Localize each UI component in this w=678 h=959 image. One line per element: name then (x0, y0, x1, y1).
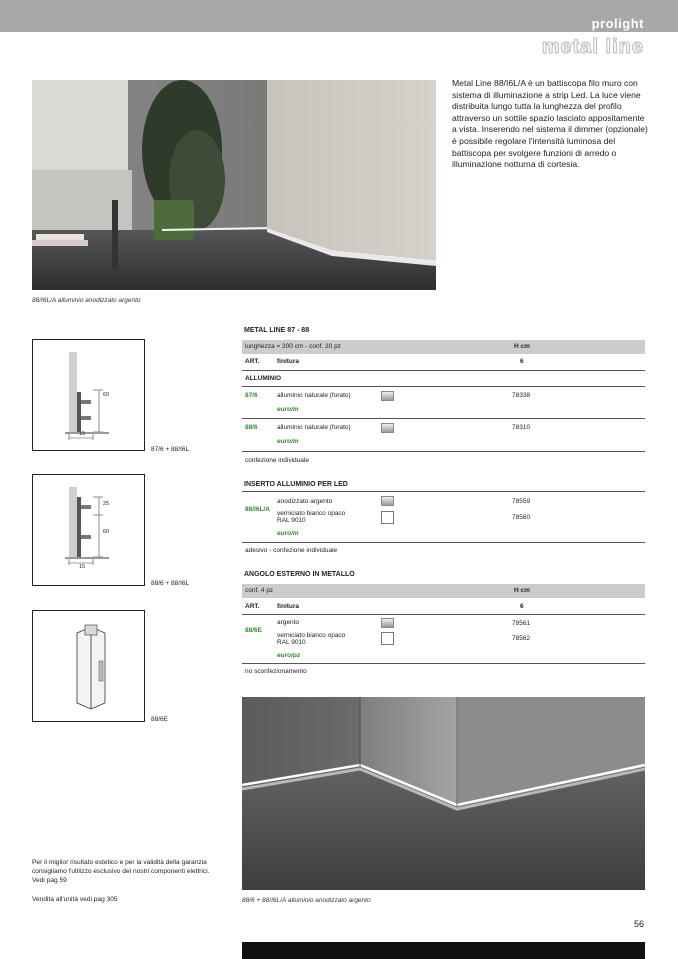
room-photo-illustration (32, 80, 436, 290)
spec-text-3: conf. 4 pz (245, 587, 274, 594)
silver-swatch (381, 391, 394, 401)
diagram-label-1: 87/6 + 88/I6L (151, 446, 190, 453)
room-photo (32, 80, 436, 290)
unit-88-6: euro/m (277, 438, 299, 445)
ref-78559: 78559 (512, 498, 531, 505)
finish-verniciato: verniciato bianco opaco (277, 510, 346, 517)
warranty-note-1: Per il miglior risultato estetico e per la validità della garanzia (32, 859, 207, 866)
packaging-note-2: adesivo - confezione individuale (245, 547, 338, 554)
unit-angolo: euro/pz (277, 652, 301, 659)
ref-78561: 78561 (512, 620, 531, 627)
art-label-1: ART. (245, 358, 260, 365)
divider (242, 386, 645, 387)
corner-photo-illustration (242, 697, 645, 890)
silver-swatch (381, 423, 394, 433)
divider (242, 418, 645, 419)
corner-drawing (33, 611, 144, 721)
spec-row-1 (242, 340, 645, 354)
finitura-label-3: finitura (277, 603, 300, 610)
photo-caption-top: 88/I6L/A alluminio anodizzato argento (32, 297, 141, 304)
sales-note: Vendita all'unità vedi pag 305 (32, 896, 118, 903)
footer-bar (242, 942, 645, 959)
dim-depth-1: 15 (79, 431, 86, 437)
brand-name: prolight (591, 16, 644, 31)
h-header-1: H cm (514, 343, 530, 350)
white-swatch (381, 632, 394, 645)
product-code-88-i6l-a: 88/I6L/A (245, 506, 270, 513)
diagram-label-2: 88/6 + 88/I6L (151, 580, 190, 587)
divider (242, 451, 645, 452)
silver-swatch (381, 618, 394, 628)
profile-drawing-1 (33, 340, 144, 450)
section-title-metal-line: METAL LINE 87 - 88 (244, 327, 310, 334)
divider (242, 542, 645, 543)
unit-87-6: euro/m (277, 406, 299, 413)
header-bar (0, 0, 678, 32)
section-title-inserto: INSERTO ALLUMINIO PER LED (244, 481, 348, 488)
dim-height-2: 60 (103, 529, 110, 535)
finitura-label-1: finitura (277, 358, 300, 365)
page-number: 56 (633, 919, 644, 929)
ref-88-6: 78310 (512, 424, 531, 431)
product-code-88-6e: 88/6E (245, 627, 262, 634)
divider (242, 370, 645, 371)
unit-inserto: euro/m (277, 530, 299, 537)
divider (242, 663, 645, 664)
finish-verniciato-3: verniciato bianco opaco (277, 632, 346, 639)
ref-78562: 78562 (512, 635, 531, 642)
warranty-note-2: consigliamo l'utilizzo esclusivo dei nostri componenti elettrici. (32, 868, 210, 875)
profile-drawing-2 (33, 475, 144, 585)
h-header-3: H cm (514, 587, 530, 594)
product-description: Metal Line 88/I6L/A è un battiscopa filo muro con sistema di illuminazione a strip Led. La luce viene distribuita lungo tutta la lunghezza del profilo attraverso un sottile spazio lasciato appositamente a vista. Inserendo nel sistema il dimmer (opzionale) è possibile regolare l'intensità luminosa del battiscopa per svolgere funzioni di arredo o illuminazione notturna di cortesia. (452, 78, 648, 170)
corner-photo (242, 697, 645, 890)
finish-argento: argento (277, 619, 300, 626)
packaging-note-1: confezione individuale (245, 457, 309, 464)
product-code-87-6: 87/6 (245, 392, 258, 399)
photo-caption-bottom: 88/6 + 88/I6L/A alluminio anodizzato argento (242, 897, 371, 904)
dim-height-1: 60 (103, 392, 110, 398)
section-title-angolo: ANGOLO ESTERNO IN METALLO (244, 571, 355, 578)
ref-78560: 78560 (512, 514, 531, 521)
art-label-3: ART. (245, 603, 260, 610)
diagram-label-3: 88/6E (151, 716, 168, 723)
profile-diagram-1 (32, 339, 145, 451)
profile-diagram-2 (32, 474, 145, 586)
corner-diagram (32, 610, 145, 722)
finish-87-6: alluminio naturale (forato) (277, 392, 351, 399)
packaging-note-3: no sconfezionamento (245, 668, 307, 675)
warranty-note-3: Vedi pag 59 (32, 877, 67, 884)
ref-87-6: 78338 (512, 392, 531, 399)
divider (242, 491, 645, 492)
spec-row-3 (242, 584, 645, 598)
h-value-3: 6 (520, 603, 524, 610)
white-swatch (381, 511, 394, 524)
h-value-1: 6 (520, 358, 524, 365)
silver-swatch (381, 496, 394, 506)
dim-depth-2: 15 (79, 564, 86, 570)
finish-ral: RAL 9010 (277, 517, 306, 524)
finish-anodizzato: anodizzato argento (277, 498, 333, 505)
dim-top-2: 25 (103, 501, 110, 507)
divider (242, 614, 645, 615)
group-title-alluminio: ALLUMINIO (245, 375, 282, 382)
finish-88-6: alluminio naturale (forato) (277, 424, 351, 431)
finish-ral-3: RAL 9010 (277, 639, 306, 646)
spec-text-1: lunghezza = 200 cm - conf. 20 pz (245, 343, 341, 350)
product-code-88-6: 88/6 (245, 424, 258, 431)
product-line-title: metal line (541, 36, 644, 58)
